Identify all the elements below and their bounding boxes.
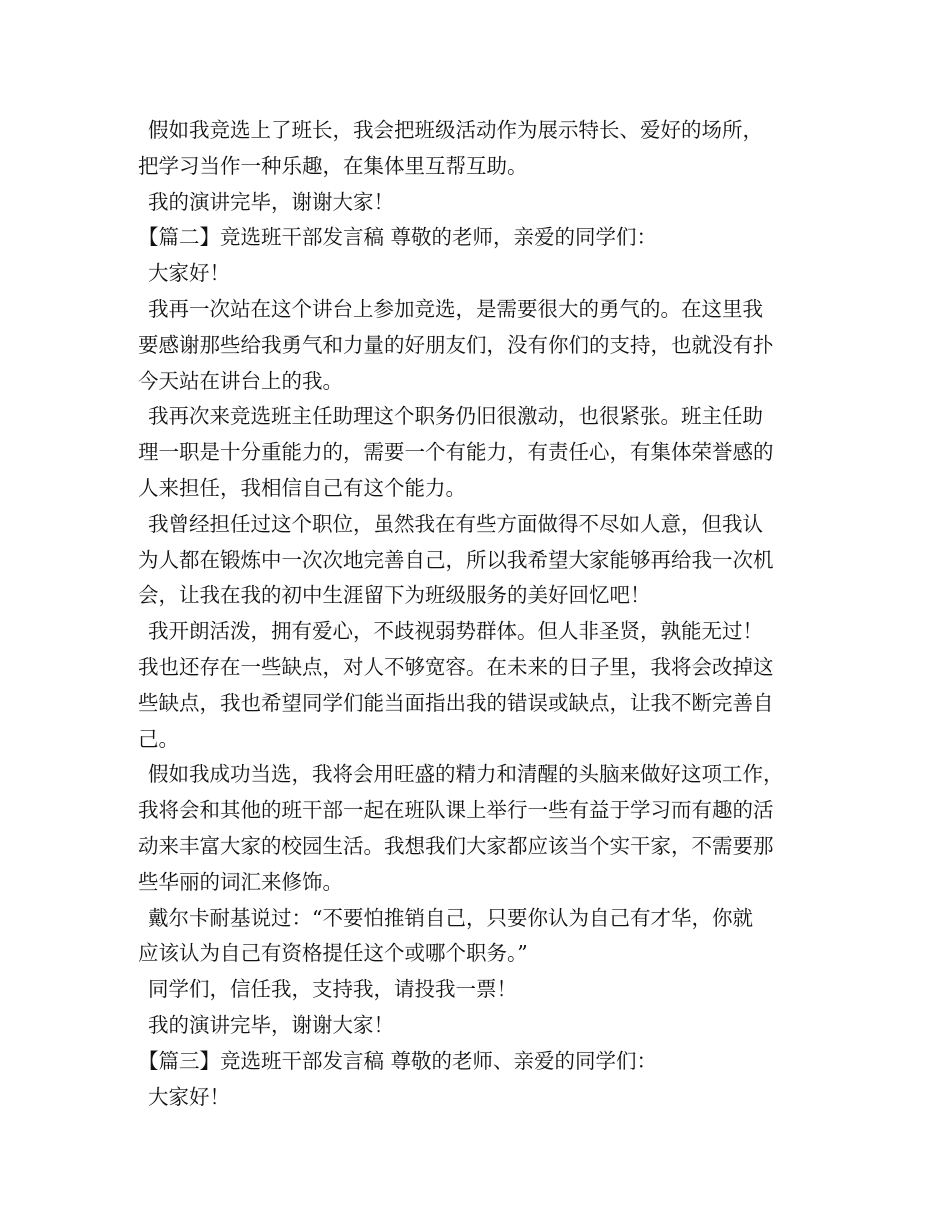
text-line: 人来担任，我相信自己有这个能力。 [138, 475, 466, 500]
text-line: 我的演讲完毕，谢谢大家！ [148, 189, 394, 214]
text-line: 些缺点，我也希望同学们能当面指出我的错误或缺点，让我不断完善自 [138, 690, 774, 715]
text-line: 我再一次站在这个讲台上参加竞选，是需要很大的勇气的。在这里我 [148, 296, 763, 321]
text-line: 为人都在锻炼中一次次地完善自己，所以我希望大家能够再给我一次机 [138, 547, 774, 572]
text-line: 些华丽的词汇来修饰。 [138, 869, 343, 894]
text-line: 会，让我在我的初中生涯留下为班级服务的美好回忆吧！ [138, 583, 651, 608]
text-line: 要感谢那些给我勇气和力量的好朋友们，没有你们的支持，也就没有扑 [138, 332, 774, 357]
text-line: 我的演讲完毕，谢谢大家！ [148, 1012, 394, 1037]
text-line: 今天站在讲台上的我。 [138, 368, 343, 393]
text-line: 假如我竞选上了班长，我会把班级活动作为展示特长、爱好的场所， [148, 118, 763, 142]
section-heading: 【篇三】竞选班干部发言稿 尊敬的老师、亲爱的同学们： [138, 1048, 658, 1073]
text-line: 己。 [138, 726, 179, 751]
text-line: 我再次来竞选班主任助理这个职务仍旧很激动，也很紧张。班主任助 [148, 404, 763, 429]
text-line: 动来丰富大家的校园生活。我想我们大家都应该当个实干家，不需要那 [138, 833, 774, 858]
text-line: 我开朗活泼，拥有爱心，不歧视弱势群体。但人非圣贤，孰能无过！ [148, 619, 763, 644]
text-line: 戴尔卡耐基说过：“不要怕推销自己，只要你认为自己有才华，你就 [148, 905, 753, 930]
section-heading: 【篇二】竞选班干部发言稿 尊敬的老师，亲爱的同学们： [138, 225, 658, 250]
document-page [138, 113, 828, 1115]
text-line: 同学们，信任我，支持我，请投我一票！ [148, 977, 517, 1002]
text-line: 我曾经担任过这个职位，虽然我在有些方面做得不尽如人意，但我认 [148, 511, 763, 536]
text-line: 应该认为自己有资格提任这个或哪个职务。” [138, 941, 528, 966]
text-line: 大家好！ [148, 261, 230, 286]
text-line: 把学习当作一种乐趣，在集体里互帮互助。 [138, 153, 528, 178]
text-line: 理一职是十分重能力的，需要一个有能力，有责任心，有集体荣誉感的 [138, 440, 774, 465]
text-line: 我将会和其他的班干部一起在班队课上举行一些有益于学习而有趣的活 [138, 798, 774, 823]
text-line: 假如我成功当选，我将会用旺盛的精力和清醒的头脑来做好这项工作， [148, 762, 784, 787]
text-line: 我也还存在一些缺点，对人不够宽容。在未来的日子里，我将会改掉这 [138, 654, 774, 679]
text-line: 大家好！ [148, 1084, 230, 1109]
